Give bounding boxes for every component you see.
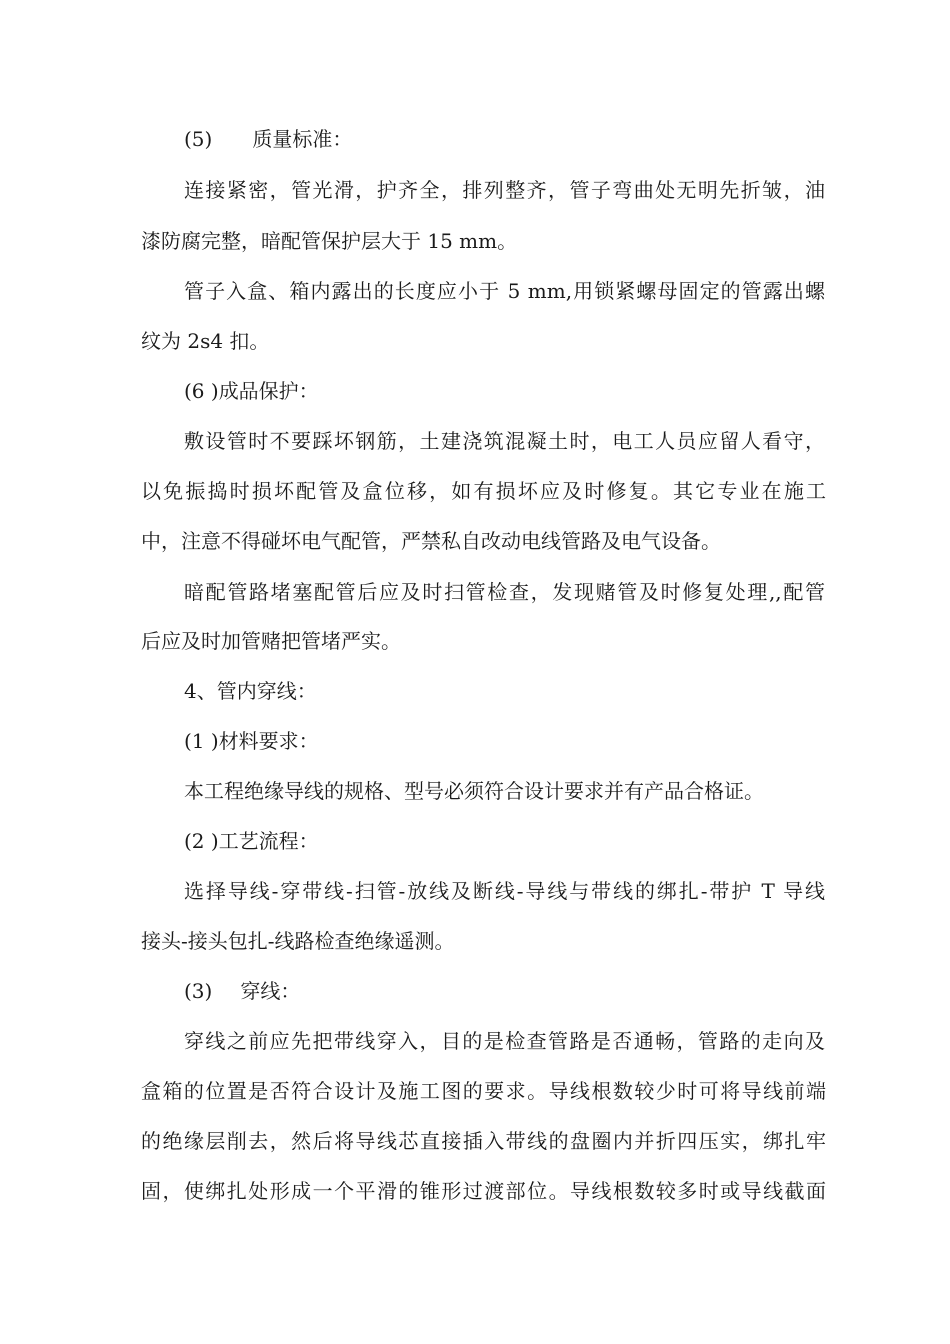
heading-label: 质量标准： bbox=[252, 127, 353, 151]
heading-quality-standard bbox=[184, 124, 352, 154]
paragraph-line: 固，使绑扎处形成一个平滑的锥形过渡部位。导线根数较多时或导线截面 bbox=[141, 1179, 826, 1203]
paragraph-line: 暗配管路堵塞配管后应及时扫管检查，发现赌管及时修复处理,,配管 bbox=[184, 580, 825, 604]
paragraph-line: 中，注意不得碰坏电气配管，严禁私自改动电线管路及电气设备。 bbox=[141, 529, 721, 553]
heading-number: (3) bbox=[184, 979, 213, 1003]
heading-process-flow: (2 )工艺流程： bbox=[184, 829, 319, 853]
paragraph-line: 漆防腐完整，暗配管保护层大于 15 mm。 bbox=[141, 229, 518, 253]
paragraph-line: 纹为 2s4 扣。 bbox=[141, 329, 270, 353]
paragraph-line: 连接紧密，管光滑，护齐全，排列整齐，管子弯曲处无明先折皱，油 bbox=[184, 178, 825, 202]
heading-threading bbox=[184, 976, 300, 1006]
paragraph-line: 接头-接头包扎-线路检查绝缘遥测。 bbox=[141, 929, 455, 953]
paragraph-line: 后应及时加管赌把管堵严实。 bbox=[141, 629, 401, 653]
paragraph-line: 本工程绝缘导线的规格、型号必须符合设计要求并有产品合格证。 bbox=[184, 779, 764, 803]
heading-material-requirements: (1 )材料要求： bbox=[184, 729, 319, 753]
paragraph-line: 的绝缘层削去，然后将导线芯直接插入带线的盘圈内并折四压实，绑扎牢 bbox=[141, 1129, 826, 1153]
paragraph-line: 盒箱的位置是否符合设计及施工图的要求。导线根数较少时可将导线前端 bbox=[141, 1079, 826, 1103]
heading-wiring: 4、管内穿线： bbox=[184, 679, 317, 703]
heading-number: (5) bbox=[184, 127, 213, 151]
paragraph-line: 选择导线-穿带线-扫管-放线及断线-导线与带线的绑扎-带护 T 导线 bbox=[184, 879, 825, 903]
paragraph-line: 管子入盒、箱内露出的长度应小于 5 mm,用锁紧螺母固定的管露出螺 bbox=[184, 279, 825, 303]
heading-label: 穿线： bbox=[240, 979, 301, 1003]
paragraph-line: 敷设管时不要踩坏钢筋，土建浇筑混凝土时，电工人员应留人看守， bbox=[184, 429, 825, 453]
paragraph-line: 以免振捣时损坏配管及盒位移，如有损坏应及时修复。其它专业在施工 bbox=[141, 479, 826, 503]
paragraph-line: 穿线之前应先把带线穿入，目的是检查管路是否通畅，管路的走向及 bbox=[184, 1029, 825, 1053]
heading-product-protection: (6 )成品保护： bbox=[184, 379, 319, 403]
